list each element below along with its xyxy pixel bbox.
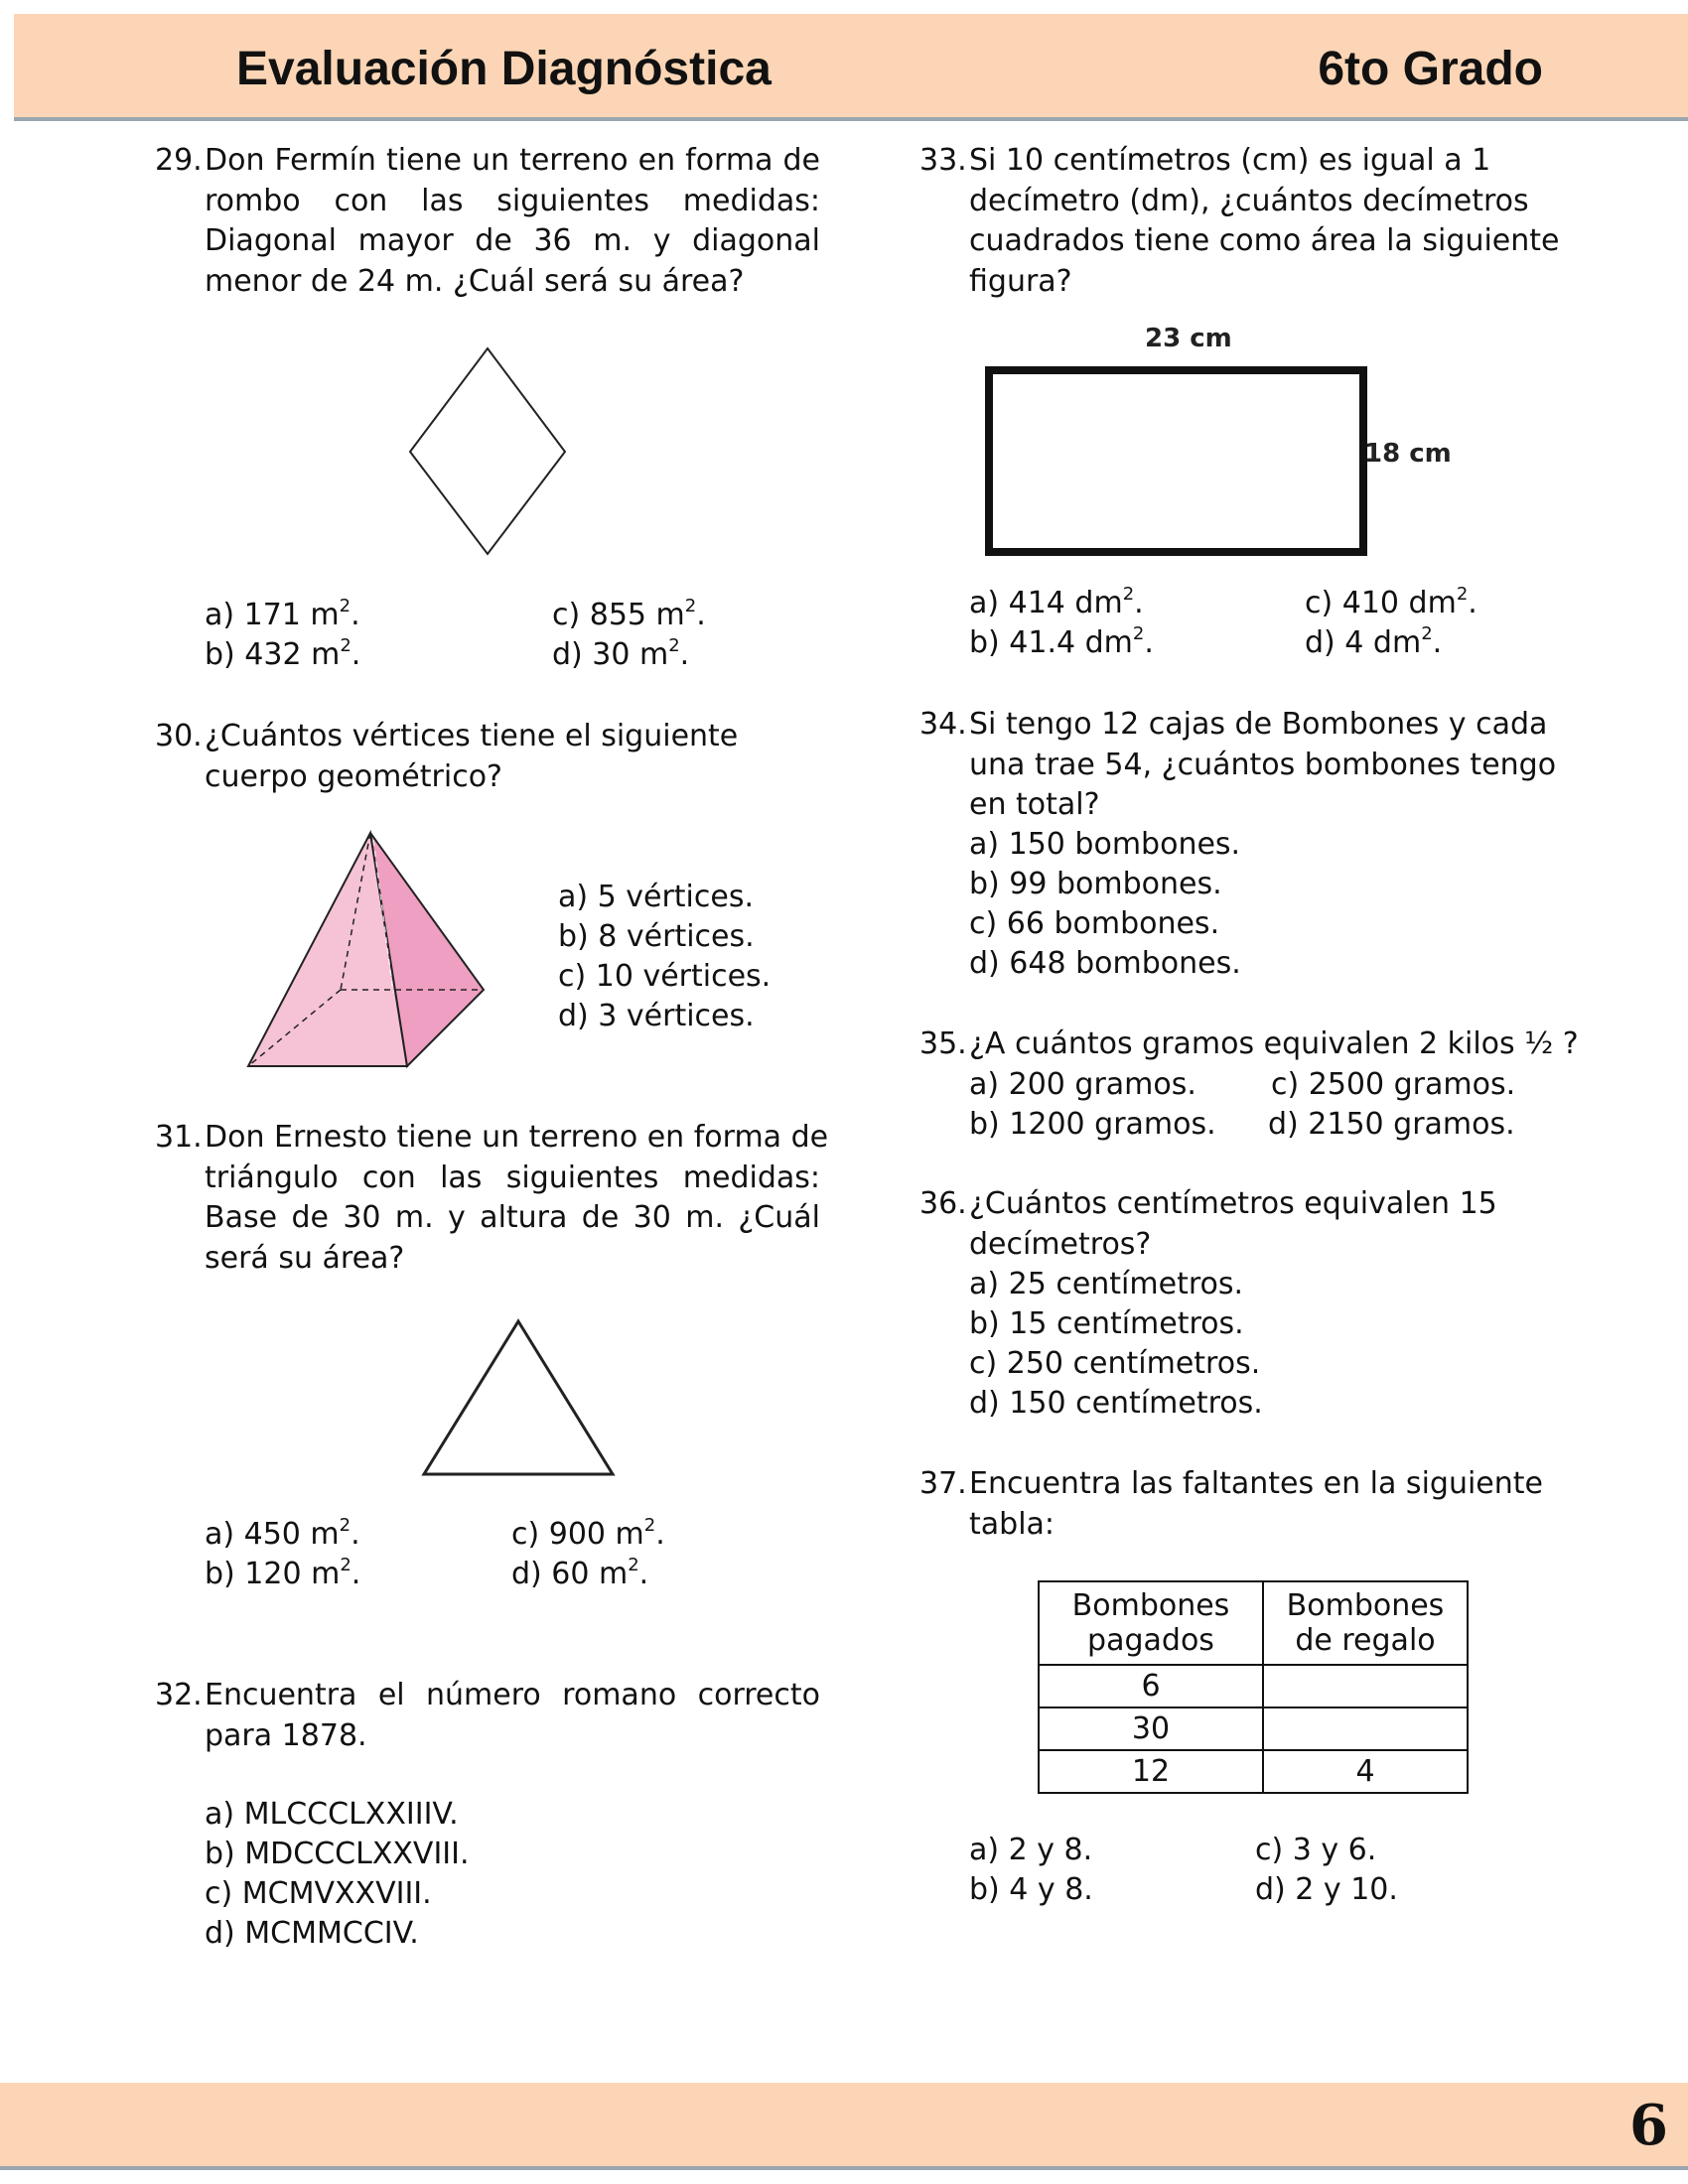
page-header [14, 14, 1688, 121]
question-text: Si tengo 12 cajas de Bombones y cada una trae 54, ¿cuántos bombones tengo en total? [969, 707, 1557, 822]
option-c[interactable]: c) 10 vértices. [558, 959, 772, 994]
question-text: Encuentra las faltantes en la siguiente tabla: [969, 1466, 1543, 1542]
question-text: ¿Cuántos vértices tiene el siguiente cuerpo geométrico? [205, 719, 739, 794]
option-c[interactable]: c) 3 y 6. [1255, 1833, 1377, 1867]
option-b[interactable]: b) 120 $m^2$. [205, 1555, 361, 1591]
option-d[interactable]: d) 150 centímetros. [969, 1386, 1263, 1421]
table-header-row [1039, 1581, 1468, 1665]
question-number: 30. [155, 719, 203, 753]
option-a[interactable]: a) 414 $dm^2$. [969, 584, 1144, 620]
option-b[interactable]: b) 1200 gramos. [969, 1107, 1216, 1142]
option-d[interactable]: d) 3 vértices. [558, 999, 755, 1033]
option-a[interactable]: a) 450 $m^2$. [205, 1515, 360, 1552]
option-a[interactable]: a) 5 vértices. [558, 880, 755, 914]
table-cell: 30 [1039, 1707, 1263, 1750]
page-number: 6 [1629, 2093, 1668, 2158]
option-b[interactable]: b) 8 vértices. [558, 919, 755, 954]
question-number: 36. [919, 1186, 967, 1221]
question-number: 35. [919, 1026, 967, 1061]
option-a[interactable]: a) 2 y 8. [969, 1833, 1093, 1867]
table-header-cell: Bombones de regalo [1263, 1581, 1468, 1665]
table-row [1039, 1707, 1468, 1750]
option-d[interactable]: d) 4 $dm^2$. [1305, 623, 1443, 660]
question-number: 32. [155, 1678, 203, 1712]
option-a[interactable]: a) 200 gramos. [969, 1067, 1196, 1102]
table-cell: 4 [1263, 1750, 1468, 1793]
option-c[interactable]: c) 250 centímetros. [969, 1346, 1261, 1381]
option-b[interactable]: b) 432 $m^2$. [205, 635, 361, 672]
table-cell: 6 [1039, 1665, 1263, 1707]
option-c[interactable]: c) 900 $m^2$. [511, 1515, 665, 1552]
option-c[interactable]: c) 410 $dm^2$. [1305, 584, 1477, 620]
question-number: 34. [919, 707, 967, 742]
question-text: ¿A cuántos gramos equivalen 2 kilos ½ ? [969, 1026, 1579, 1061]
option-c[interactable]: c) MCMVXXVIII. [205, 1876, 432, 1911]
option-b[interactable]: b) 4 y 8. [969, 1872, 1093, 1907]
table-row [1039, 1750, 1468, 1793]
option-d[interactable]: d) MCMMCCIV. [205, 1916, 419, 1951]
table-cell [1263, 1707, 1468, 1750]
option-d[interactable]: d) 2 y 10. [1255, 1872, 1398, 1907]
height-label: 18 cm [1364, 439, 1452, 469]
question-text: Don Ernesto tiene un terreno en forma de triángulo con las siguientes medidas: Base de 30 m. y altura de 30 m. ¿Cuál será su área? [205, 1120, 829, 1276]
option-a[interactable]: a) MLCCCLXXIIIV. [205, 1797, 459, 1832]
table-row [1039, 1665, 1468, 1707]
page-footer [0, 2083, 1688, 2170]
option-b[interactable]: b) 15 centímetros. [969, 1306, 1244, 1341]
option-c[interactable]: c) 66 bombones. [969, 906, 1220, 941]
question-text: Encuentra el número romano correcto para 1878. [205, 1678, 820, 1753]
option-a[interactable]: a) 150 bombones. [969, 827, 1241, 862]
question-text: ¿Cuántos centímetros equivalen 15 decímetros? [969, 1186, 1497, 1262]
option-c[interactable]: c) 2500 gramos. [1271, 1067, 1516, 1102]
option-b[interactable]: b) 41.4 $dm^2$. [969, 623, 1154, 660]
option-d[interactable]: d) 30 $m^2$. [552, 635, 690, 672]
option-c[interactable]: c) 855 $m^2$. [552, 596, 706, 632]
table-cell [1263, 1665, 1468, 1707]
option-b[interactable]: b) MDCCCLXXVIII. [205, 1837, 470, 1871]
option-d[interactable]: d) 648 bombones. [969, 946, 1241, 981]
grade-label: 6to Grado [1318, 43, 1543, 95]
table-header-cell: Bombones pagados [1039, 1581, 1263, 1665]
page-title: Evaluación Diagnóstica [236, 43, 772, 95]
option-d[interactable]: d) 2150 gramos. [1268, 1107, 1515, 1142]
bombones-table [1038, 1580, 1469, 1794]
rectangle-figure [0, 0, 1, 1]
question-number: 37. [919, 1466, 967, 1501]
table-cell: 12 [1039, 1750, 1263, 1793]
width-label: 23 cm [1145, 324, 1232, 353]
question-number: 29. [155, 143, 203, 178]
question-number: 33. [919, 143, 967, 178]
question-number: 31. [155, 1120, 203, 1155]
option-a[interactable]: a) 25 centímetros. [969, 1267, 1244, 1301]
option-d[interactable]: d) 60 $m^2$. [511, 1555, 649, 1591]
question-text: Si 10 centímetros (cm) es igual a 1 decímetro (dm), ¿cuántos decímetros cuadrados tiene como área la siguiente figura? [969, 143, 1560, 299]
option-a[interactable]: a) 171 $m^2$. [205, 596, 360, 632]
question-text: Don Fermín tiene un terreno en forma de rombo con las siguientes medidas: Diagonal mayor de 36 m. y diagonal menor de 24 m. ¿Cuál será su área? [205, 143, 820, 299]
option-b[interactable]: b) 99 bombones. [969, 867, 1222, 901]
